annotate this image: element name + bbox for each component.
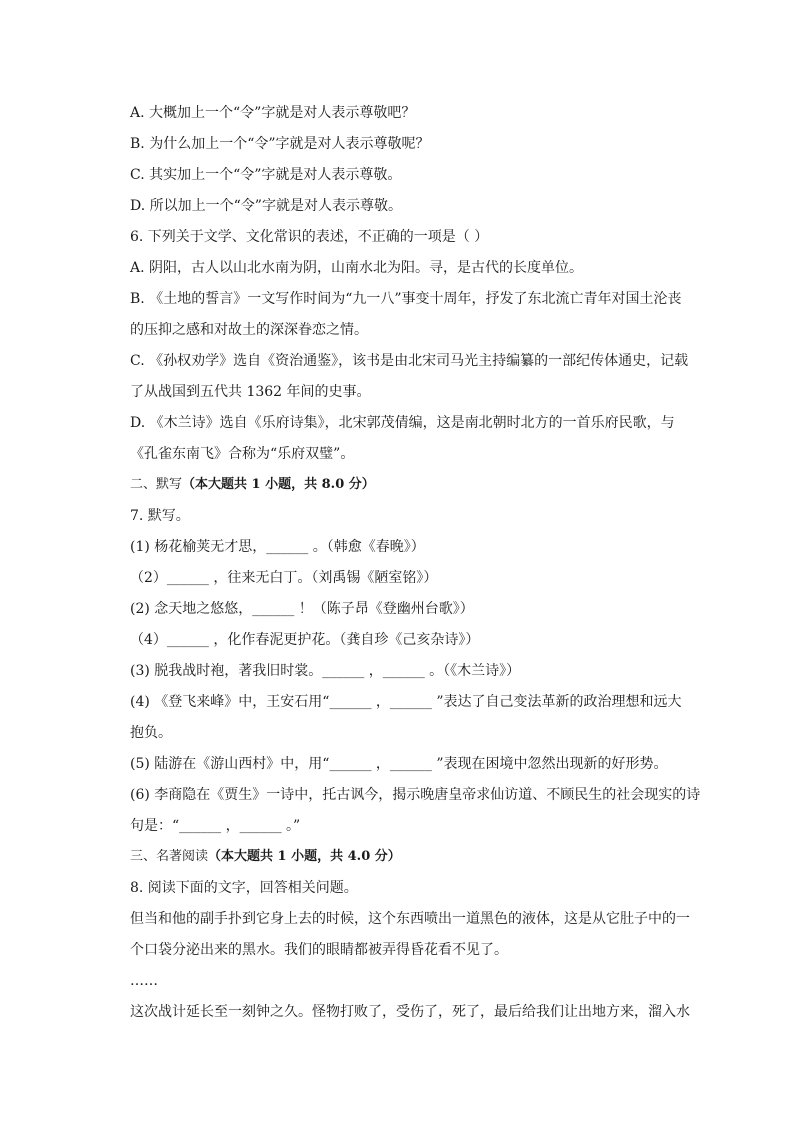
text-line: D. 所以加上一个“令”字就是对人表示尊敬。 <box>130 198 402 214</box>
section-heading <box>130 473 696 504</box>
text-line: 7. 默写。 <box>130 508 190 524</box>
text-line: 但当和他的副手扑到它身上去的时候，这个东西喷出一道黑色的液体，这是从它肚子中的一 <box>130 911 690 927</box>
document-body <box>130 101 701 1031</box>
text-line: 抱负。 <box>130 725 172 741</box>
text-line: 6. 下列关于文学、文化常识的表述，不正确的一项是（ ） <box>130 229 489 245</box>
section-meta: （本大题共 1 小题，共 4.0 分） <box>208 849 401 864</box>
section-heading <box>130 845 696 876</box>
text-line: C. 其实加上一个“令”字就是对人表示尊敬。 <box>130 167 402 183</box>
text-line: 这次战计延长至一刻钟之久。怪物打败了，受伤了，死了，最后给我们让出地方来，溜入水 <box>130 1004 690 1020</box>
text-line: …… <box>130 973 158 989</box>
text-line: 句是：“______ ，______ 。” <box>130 818 301 834</box>
text-line: (5) 陆游在《游山西村》中，用“______ ，______ ”表现在困境中忽然出现新的好形势。 <box>130 756 668 772</box>
text-line: （4）______ ，化作春泥更护花。（龚自珍《己亥杂诗》） <box>130 632 480 648</box>
text-line: (6) 李商隐在《贾生》一诗中，托古讽今，揭示晚唐皇帝求仙访道、不顾民生的社会现实的诗 <box>130 787 701 803</box>
text-line: (1) 杨花榆荚无才思，______ 。（韩愈《春晚》） <box>130 539 425 555</box>
section-meta: （本大题共 1 小题，共 8.0 分） <box>182 477 375 492</box>
text-line: A. 阴阳，古人以山北水南为阴，山南水北为阳。寻，是古代的长度单位。 <box>130 260 584 276</box>
text-line: （2）______ ，往来无白丁。（刘禹锡《陋室铭》） <box>130 570 438 586</box>
text-line: 个口袋分泌出来的黑水。我们的眼睛都被弄得昏花看不见了。 <box>130 942 508 958</box>
text-line: 《孔雀东南飞》合称为“乐府双璧”。 <box>130 446 355 462</box>
text-line: 的压抑之感和对故土的深深眷恋之情。 <box>130 322 368 338</box>
text-line: A. 大概加上一个“令”字就是对人表示尊敬吧？ <box>130 105 416 121</box>
section-title: 三、名著阅读 <box>130 849 209 864</box>
text-line: B. 为什么加上一个“令”字就是对人表示尊敬呢？ <box>130 136 430 152</box>
text-line: 8. 阅读下面的文字，回答相关问题。 <box>130 880 358 896</box>
text-line: 了从战国到五代共 1362 年间的史事。 <box>130 384 371 400</box>
section-title: 二、默写 <box>130 477 183 492</box>
text-line: B. 《土地的誓言》一文写作时间为“九一八”事变十周年，抒发了东北流亡青年对国土沦丧 <box>130 291 682 307</box>
text-line: (3) 脱我战时袍，著我旧时裳。______ ，______ 。（《木兰诗》） <box>130 663 521 679</box>
text-line: (2) 念天地之悠悠，______ ！（陈子昂《登幽州台歌》） <box>130 601 474 617</box>
text-line: (4) 《登飞来峰》中，王安石用“______ ，______ ”表达了自己变法革新的政治理想和远大 <box>130 694 682 710</box>
text-line: D. 《木兰诗》选自《乐府诗集》，北宋郭茂倩编，这是南北朝时北方的一首乐府民歌，与 <box>130 415 675 431</box>
text-line: C. 《孙权劝学》选自《资治通鉴》，该书是由北宋司马光主持编纂的一部纪传体通史，记载 <box>130 353 689 369</box>
